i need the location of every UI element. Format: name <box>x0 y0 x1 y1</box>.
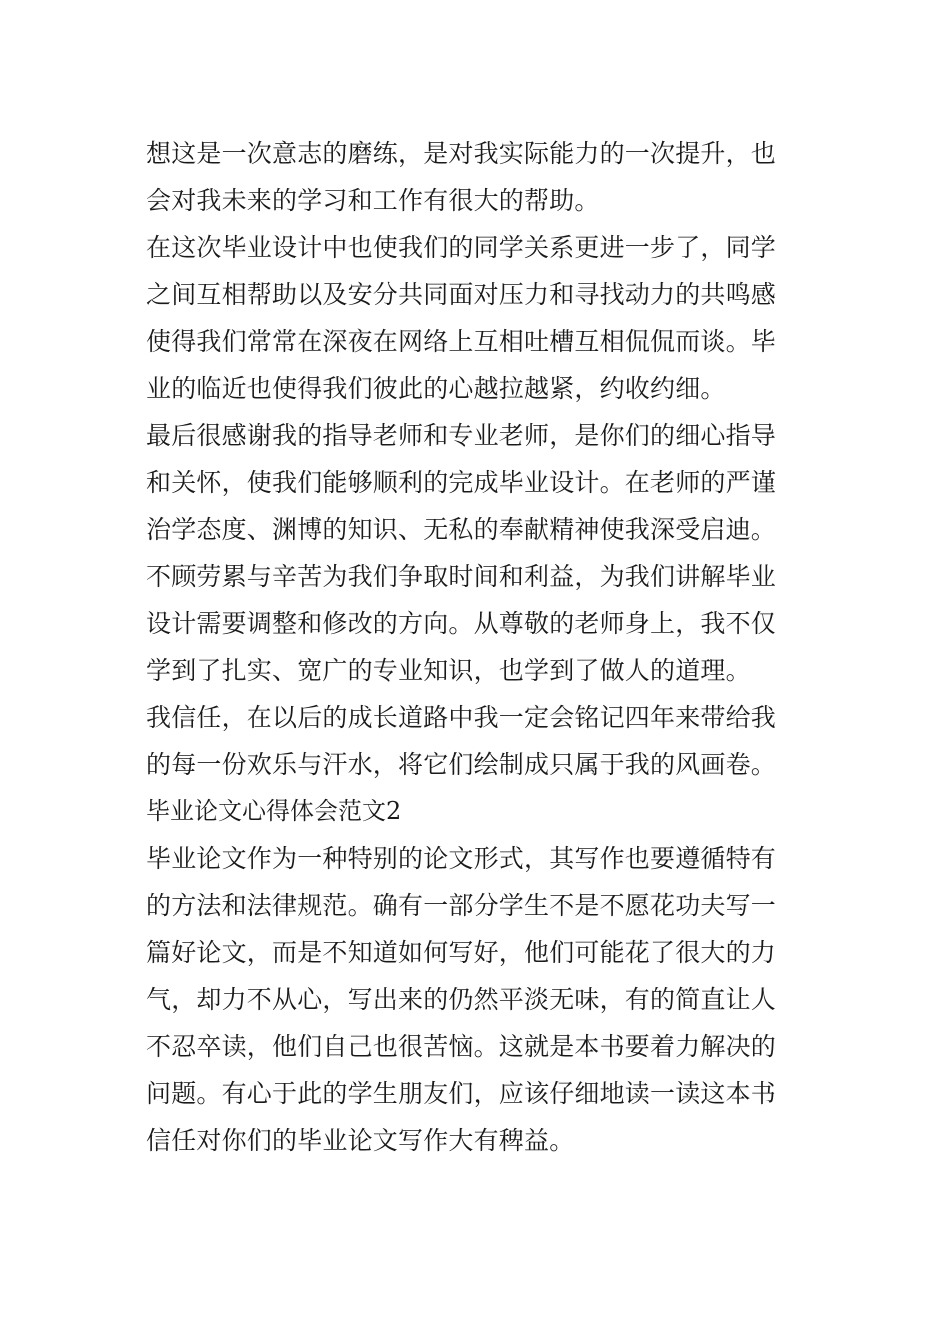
text-line-5: 使得我们常常在深夜在网络上互相吐槽互相侃侃而谈。毕 <box>146 327 777 356</box>
text-line-18: 篇好论文，而是不知道如何写好，他们可能花了很大的力 <box>146 938 777 967</box>
text-line-8: 和关怀，使我们能够顺利的完成毕业设计。在老师的严谨 <box>146 468 777 497</box>
text-line-19: 气，却力不从心，写出来的仍然平淡无味，有的简直让人 <box>146 985 777 1014</box>
text-line-3: 在这次毕业设计中也使我们的同学关系更进一步了，同学 <box>146 233 777 262</box>
text-line-16: 毕业论文作为一种特别的论文形式，其写作也要遵循特有 <box>146 844 777 873</box>
text-line-9: 治学态度、渊博的知识、无私的奉献精神使我深受启迪。 <box>146 515 777 544</box>
text-line-6: 业的临近也使得我们彼此的心越拉越紧，约收约细。 <box>146 374 726 403</box>
text-line-14: 的每一份欢乐与汗水，将它们绘制成只属于我的风画卷。 <box>146 750 777 779</box>
section-heading: 毕业论文心得体会范文2 <box>146 797 402 825</box>
text-line-7: 最后很感谢我的指导老师和专业老师，是你们的细心指导 <box>146 421 777 450</box>
text-line-2: 会对我未来的学习和工作有很大的帮助。 <box>146 186 600 215</box>
text-line-17: 的方法和法律规范。确有一部分学生不是不愿花功夫写一 <box>146 891 777 920</box>
text-line-10: 不顾劳累与辛苦为我们争取时间和利益，为我们讲解毕业 <box>146 562 777 591</box>
text-line-11: 设计需要调整和修改的方向。从尊敬的老师身上，我不仅 <box>146 609 777 638</box>
text-line-12: 学到了扎实、宽广的专业知识，也学到了做人的道理。 <box>146 656 751 685</box>
text-line-20: 不忍卒读，他们自己也很苦恼。这就是本书要着力解决的 <box>146 1032 777 1061</box>
text-line-1: 想这是一次意志的磨练，是对我实际能力的一次提升，也 <box>146 139 777 168</box>
document-body <box>146 130 816 1164</box>
text-line-4: 之间互相帮助以及安分共同面对压力和寻找动力的共鸣感 <box>146 280 777 309</box>
text-line-13: 我信任，在以后的成长道路中我一定会铭记四年来带给我 <box>146 703 777 732</box>
text-line-21: 问题。有心于此的学生朋友们，应该仔细地读一读这本书 <box>146 1079 777 1108</box>
text-line-22: 信任对你们的毕业论文写作大有稗益。 <box>146 1126 575 1155</box>
